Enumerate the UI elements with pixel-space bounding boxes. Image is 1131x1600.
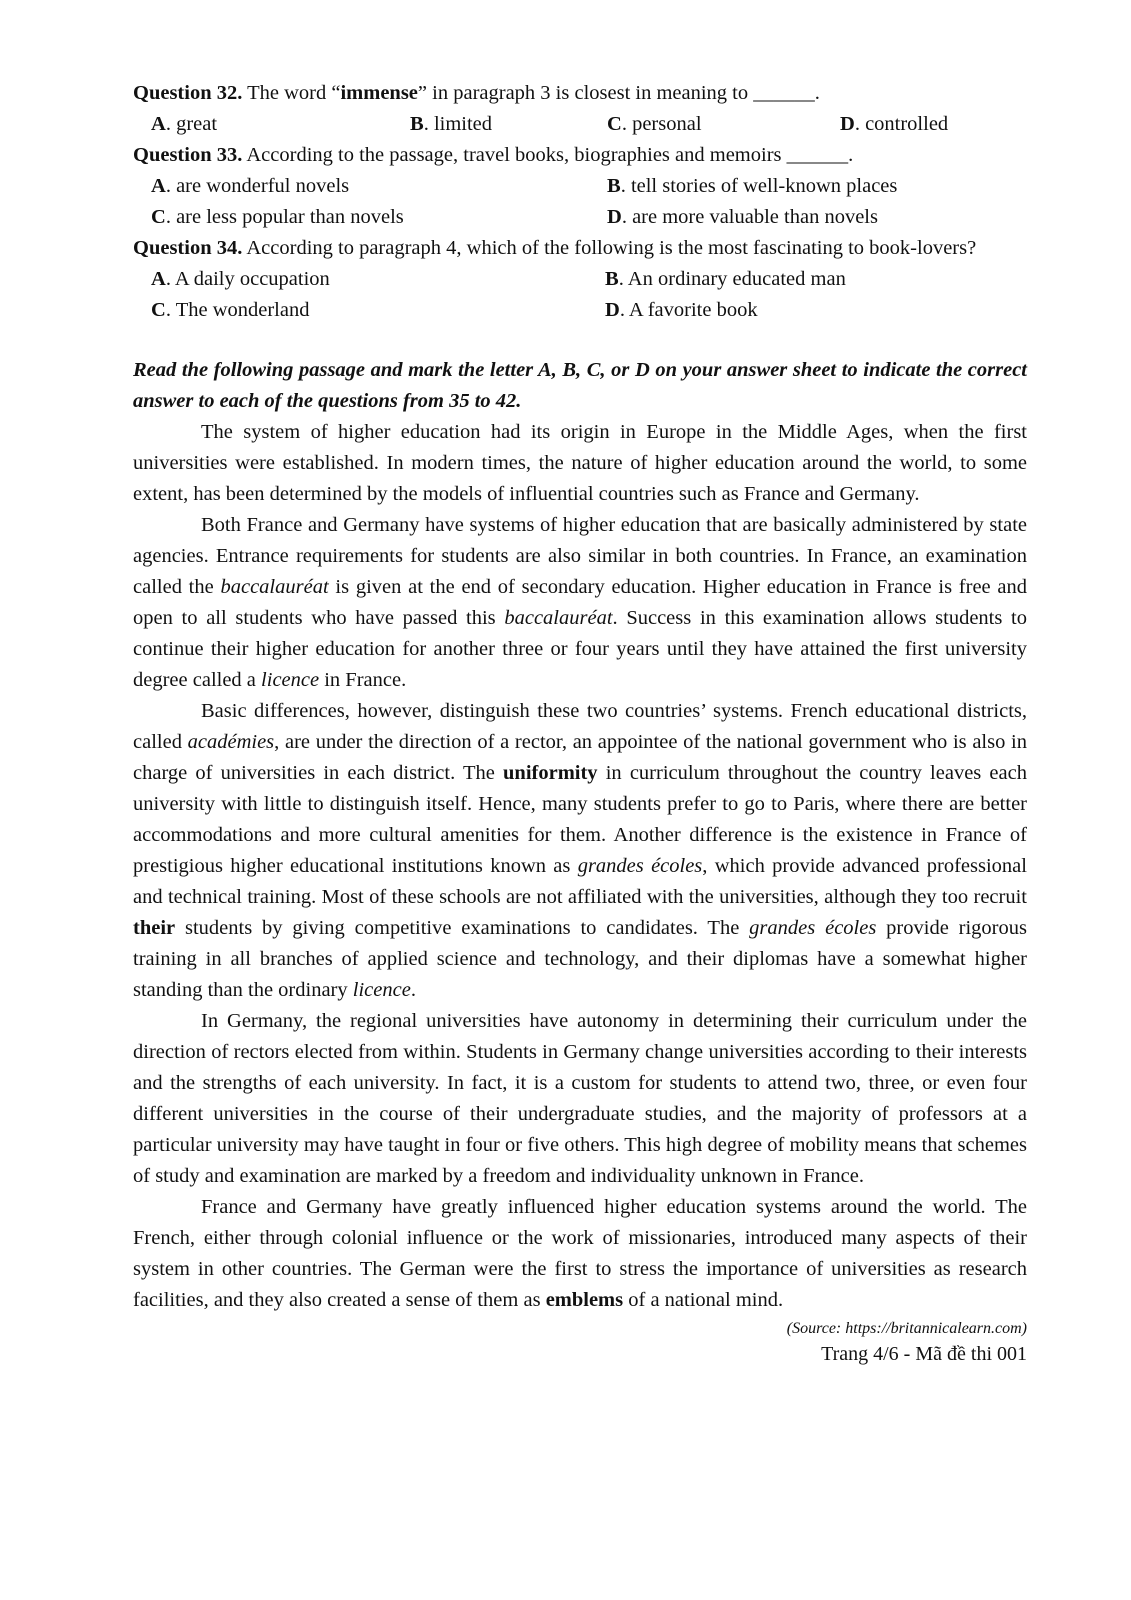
- page-footer: Trang 4/6 - Mã đề thi 001: [821, 1343, 1027, 1365]
- passage-paragraph-2: Both France and Germany have systems of higher education that are basically administered by state agencies. Entrance requirements for students are also similar in both countries. In France, an examination called the baccalauréat is given at the end of secondary education. Higher education in France is free and open to all students who have passed this baccalauréat. Success in this examination allows students to continue their higher education for another three or four years until they have attained the first university degree called a licence in France.: [133, 514, 1027, 691]
- passage-paragraph-1: The system of higher education had its origin in Europe in the Middle Ages, when the first universities were established. In modern times, the nature of higher education around the world, to some extent, has been determined by the models of influential countries such as France and Germany.: [133, 421, 1027, 505]
- option-d[interactable]: D. are more valuable than novels: [607, 206, 878, 228]
- option-d[interactable]: D. A favorite book: [605, 299, 758, 321]
- option-b[interactable]: B. tell stories of well-known places: [607, 175, 898, 197]
- option-c[interactable]: C. personal: [607, 113, 702, 135]
- option-b[interactable]: B. limited: [410, 113, 493, 135]
- question-32-keyword: immense: [340, 82, 418, 104]
- exam-page: [133, 78, 1027, 1368]
- passage-paragraph-5: France and Germany have greatly influenced higher education systems around the world. The French, either through colonial influence or the work of missionaries, introduced many aspects of their system in other countries. The German were the first to stress the importance of universities as research facilities, and they also created a sense of them as emblems of a national mind.: [133, 1196, 1027, 1311]
- option-c[interactable]: C. The wonderland: [151, 299, 310, 321]
- question-34-stem: Question 34. According to paragraph 4, which of the following is the most fascinating to book-lovers?: [133, 237, 977, 259]
- question-34-options-row2: [133, 295, 1027, 326]
- passage-source: (Source: https://britannicalearn.com): [786, 1320, 1027, 1337]
- question-32-options: [133, 109, 1027, 140]
- question-34-options-row1: [133, 264, 1027, 295]
- reading-instruction: Read the following passage and mark the letter A, B, C, or D on your answer sheet to indicate the correct answer to each of the questions from 35 to 42.: [133, 359, 1027, 412]
- option-d[interactable]: D. controlled: [840, 113, 949, 135]
- highlighted-word-uniformity: uniformity: [503, 762, 598, 784]
- passage-paragraph-3: Basic differences, however, distinguish these two countries’ systems. French educational districts, called académies, are under the direction of a rector, an appointee of the national government who is also in charge of universities in each district. The uniformity in curriculum throughout the country leaves each university with little to distinguish itself. Hence, many students prefer to go to Paris, where there are better accommodations and more cultural amenities for them. Another difference is the existence in France of prestigious higher educational institutions known as grandes écoles, which provide advanced professional and technical training. Most of these schools are not affiliated with the universities, although they too recruit their students by giving competitive examinations to candidates. The grandes écoles provide rigorous training in all branches of applied science and technology, and their diplomas have a somewhat higher standing than the ordinary licence.: [133, 700, 1027, 1001]
- option-c[interactable]: C. are less popular than novels: [151, 206, 404, 228]
- question-32-stem: Question 32. The word “immense” in paragraph 3 is closest in meaning to ______.: [133, 82, 820, 104]
- option-a[interactable]: A. great: [151, 113, 218, 135]
- question-33-options-row2: [133, 202, 1027, 233]
- highlighted-word-emblems: emblems: [545, 1289, 624, 1311]
- question-33-label: Question 33.: [133, 144, 243, 166]
- option-a[interactable]: A. are wonderful novels: [151, 175, 350, 197]
- question-34-label: Question 34.: [133, 237, 243, 259]
- highlighted-word-their: their: [133, 917, 176, 939]
- option-a[interactable]: A. A daily occupation: [151, 268, 330, 290]
- question-33-stem: Question 33. According to the passage, travel books, biographies and memoirs ______.: [133, 144, 854, 166]
- option-b[interactable]: B. An ordinary educated man: [605, 268, 846, 290]
- passage-paragraph-4: In Germany, the regional universities have autonomy in determining their curriculum under the direction of rectors elected from within. Students in Germany change universities according to their interests and the strengths of each university. In fact, it is a custom for students to attend two, three, or even four different universities in the course of their undergraduate studies, and the majority of professors at a particular university may have taught in four or five others. This high degree of mobility means that schemes of study and examination are marked by a freedom and individuality unknown in France.: [133, 1010, 1027, 1187]
- question-32-label: Question 32.: [133, 82, 243, 104]
- question-33-options-row1: [133, 171, 1027, 202]
